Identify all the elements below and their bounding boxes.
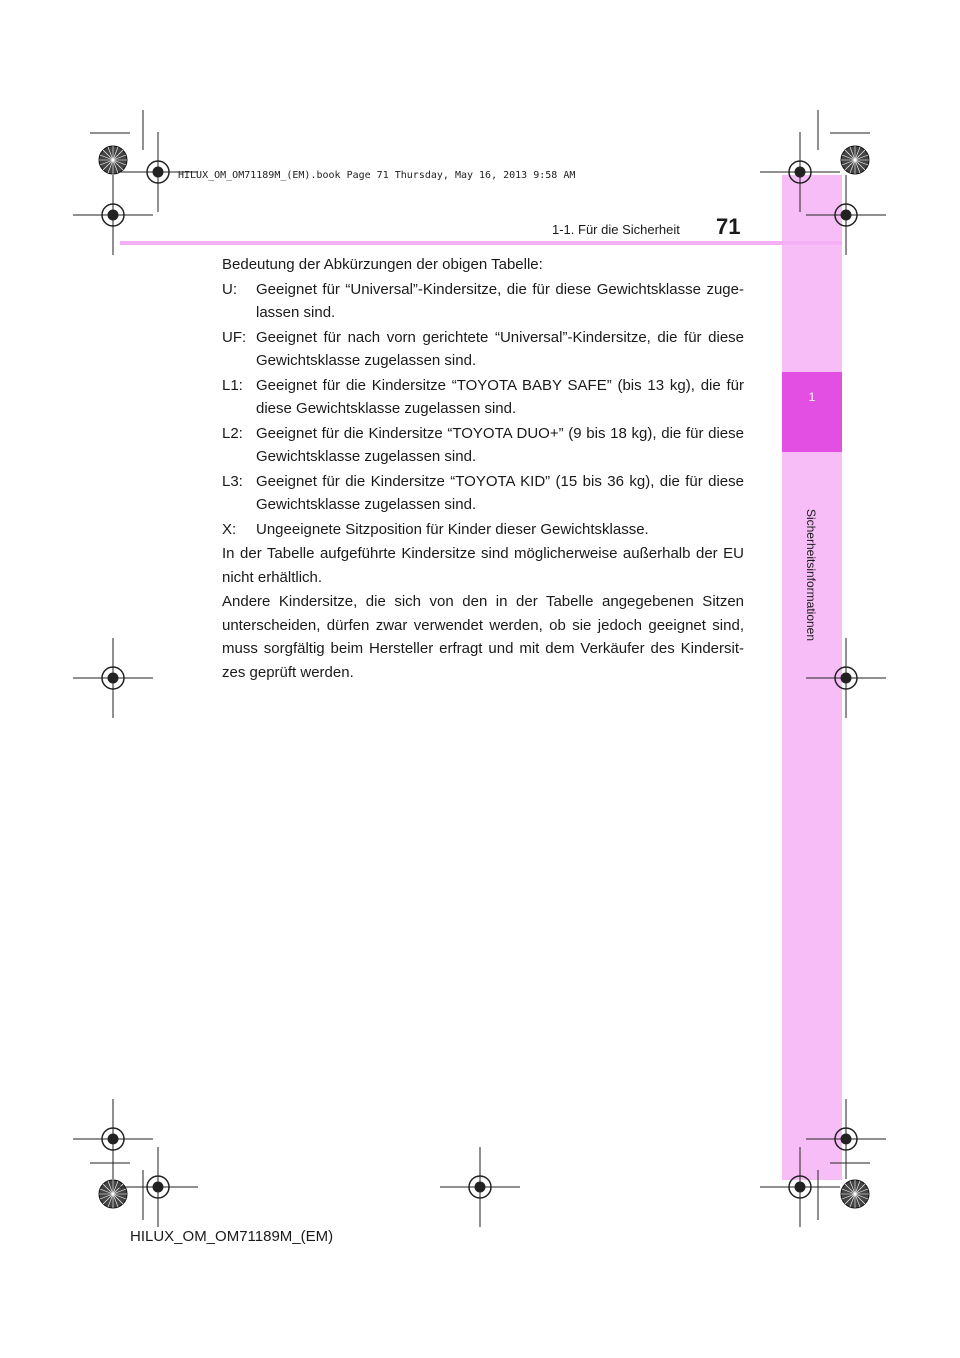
crosshair-icon [73,175,153,255]
crosshair-icon [806,638,886,718]
registration-star-icon [99,1180,127,1208]
crosshair-icon [118,1147,198,1227]
other-seats-paragraph: Andere Kindersitze, die sich von den in der Tabelle angegebenen Sitzen unterscheiden, dürfen zwar verwendet werden, ob sie jedoch geeignet sind, muss sorgfältig beim Hersteller erfragt und mit dem Verkäufer des Kindersit-zes geprüft werden. [222,593,744,681]
crosshair-icon [760,132,840,212]
chapter-label: Sicherheitsinformationen [804,508,818,642]
item-text: Ungeeignete Sitzposition für Kinder dieser Gewichtsklasse. [256,520,649,538]
item-key: L3: [222,472,243,490]
crosshair-icon [760,1147,840,1227]
item-text: Geeignet für die Kindersitze “TOYOTA KID” (15 bis 36 kg), die für diese Gewichtsklasse zugelassen sind. [256,472,744,513]
item-key: U: [222,280,237,298]
item-text: Geeignet für die Kindersitze “TOYOTA BABY SAFE” (bis 13 kg), die für diese Gewichtsklasse zugelassen sind. [256,376,744,417]
intro-text: Bedeutung der Abkürzungen der obigen Tabelle: [222,256,543,273]
item-text: Geeignet für die Kindersitze “TOYOTA DUO+” (9 bis 18 kg), die für diese Gewichtsklasse zugelassen sind. [256,424,744,465]
crosshair-icon [73,638,153,718]
crosshair-icon [118,132,198,212]
crosshair-icon [73,1099,153,1179]
registration-star-icon [841,1180,869,1208]
registration-star-icon [99,146,127,174]
item-key: L2: [222,424,243,442]
registration-star-icon [841,146,869,174]
crosshair-icon [806,175,886,255]
section-title: 1-1. Für die Sicherheit [552,222,680,237]
crosshair-icon [806,1099,886,1179]
document-id: HILUX_OM_OM71189M_(EM) [130,1228,334,1245]
item-key: X: [222,520,237,538]
page-number: 71 [716,214,741,239]
item-key: UF: [222,328,247,346]
book-stamp: HILUX_OM_OM71189M_(EM).book Page 71 Thursday, May 16, 2013 9:58 AM [178,170,576,181]
item-text: Geeignet für nach vorn gerichtete “Universal”-Kindersitze, die für diese Gewichtsklasse zugelassen sind. [256,328,744,369]
chapter-number: 1 [808,390,816,404]
crosshair-icon [440,1147,520,1227]
item-key: L1: [222,376,243,394]
availability-paragraph: In der Tabelle aufgeführte Kindersitze sind möglicherweise außerhalb der EU nicht erhältlich. [222,545,744,586]
item-text: Geeignet für “Universal”-Kindersitze, die für diese Gewichtsklasse zuge-lassen sind. [256,280,744,321]
